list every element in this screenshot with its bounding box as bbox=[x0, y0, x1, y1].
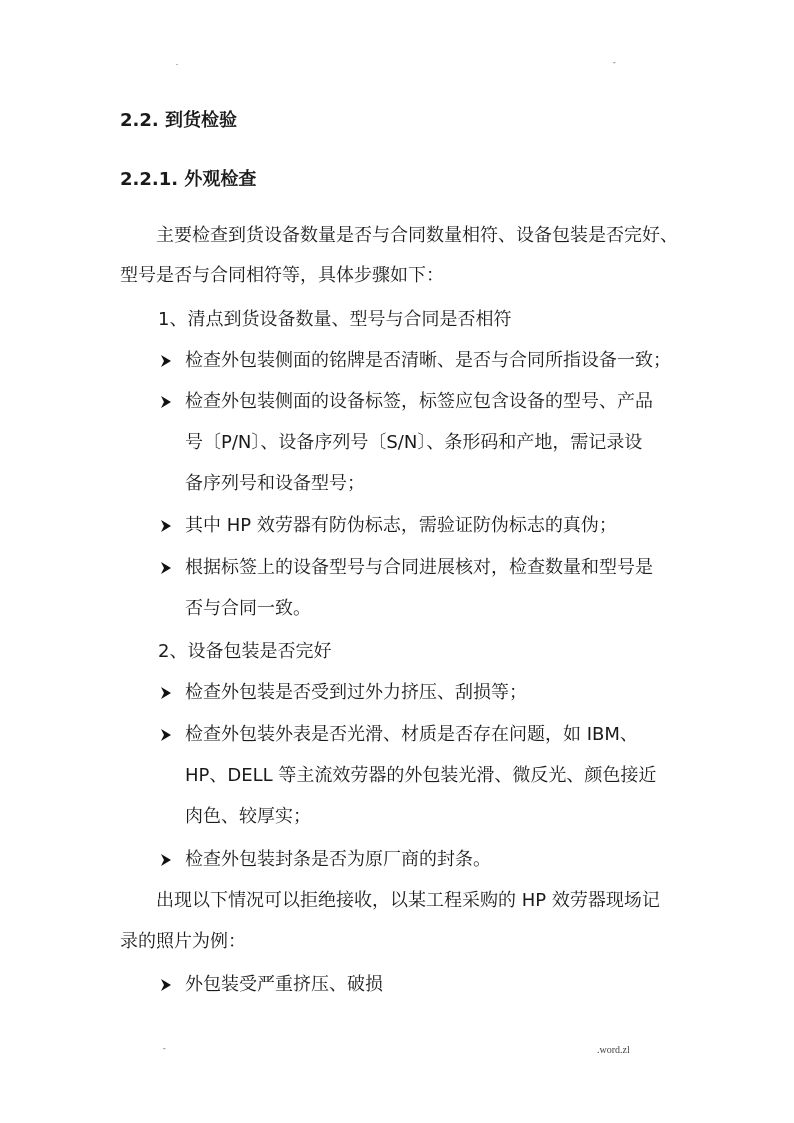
arrowhead-bullet-icon bbox=[158, 556, 174, 580]
arrowhead-bullet-icon bbox=[158, 514, 174, 538]
section-heading-2-2-1: 2.2.1. 外观检查 bbox=[120, 169, 257, 190]
bullet-text-line: 检查外包装侧面的设备标签，标签应包含设备的型号、产品 bbox=[185, 391, 653, 412]
arrowhead-bullet-icon bbox=[158, 848, 174, 872]
footer-right-text: .word.zl bbox=[597, 1045, 630, 1056]
bullet-text-line: 其中 HP 效劳器有防伪标志，需验证防伪标志的真伪； bbox=[185, 515, 617, 536]
bullet-text-line: 肉色、较厚实； bbox=[185, 806, 311, 827]
bullet-text-line: 备序列号和设备型号； bbox=[185, 473, 365, 494]
bullet-text-line: 检查外包装封条是否为原厂商的封条。 bbox=[185, 849, 491, 870]
bullet-text-line: 检查外包装是否受到过外力挤压、刮损等； bbox=[185, 682, 527, 703]
header-right-mark: - bbox=[613, 58, 616, 67]
rejection-line-1: 出现以下情况可以拒绝接收，以某工程采购的 HP 效劳器现场记 bbox=[156, 890, 660, 911]
bullet-text-line: 根据标签上的设备型号与合同进展核对，检查数量和型号是 bbox=[185, 557, 653, 578]
step-1-title: 1、清点到货设备数量、型号与合同是否相符 bbox=[158, 309, 512, 330]
bullet-text-line: 号〔P/N〕、设备序列号〔S/N〕、条形码和产地，需记录设 bbox=[185, 432, 643, 453]
section-heading-2-2: 2.2. 到货检验 bbox=[120, 110, 237, 131]
header-left-mark: . bbox=[176, 58, 178, 67]
bullet-text-line: 检查外包装侧面的铭牌是否清晰、是否与合同所指设备一致； bbox=[185, 350, 671, 371]
step-2-title: 2、设备包装是否完好 bbox=[158, 641, 332, 662]
intro-line-1: 主要检查到货设备数量是否与合同数量相符、设备包装是否完好、 bbox=[156, 225, 678, 246]
arrowhead-bullet-icon bbox=[158, 349, 174, 373]
bullet-text-line: HP、DELL 等主流效劳器的外包装光滑、微反光、颜色接近 bbox=[185, 765, 657, 786]
intro-line-2: 型号是否与合同相符等，具体步骤如下： bbox=[120, 265, 444, 286]
rejection-line-2: 录的照片为例： bbox=[120, 931, 246, 952]
arrowhead-bullet-icon bbox=[158, 390, 174, 414]
bullet-text-line: 否与合同一致。 bbox=[185, 598, 311, 619]
arrowhead-bullet-icon bbox=[158, 973, 174, 997]
arrowhead-bullet-icon bbox=[158, 681, 174, 705]
bullet-text-line: 检查外包装外表是否光滑、材质是否存在问题，如 IBM、 bbox=[185, 724, 638, 745]
arrowhead-bullet-icon bbox=[158, 723, 174, 747]
footer-left-mark: - bbox=[163, 1044, 166, 1053]
bullet-text-line: 外包装受严重挤压、破损 bbox=[185, 974, 383, 995]
